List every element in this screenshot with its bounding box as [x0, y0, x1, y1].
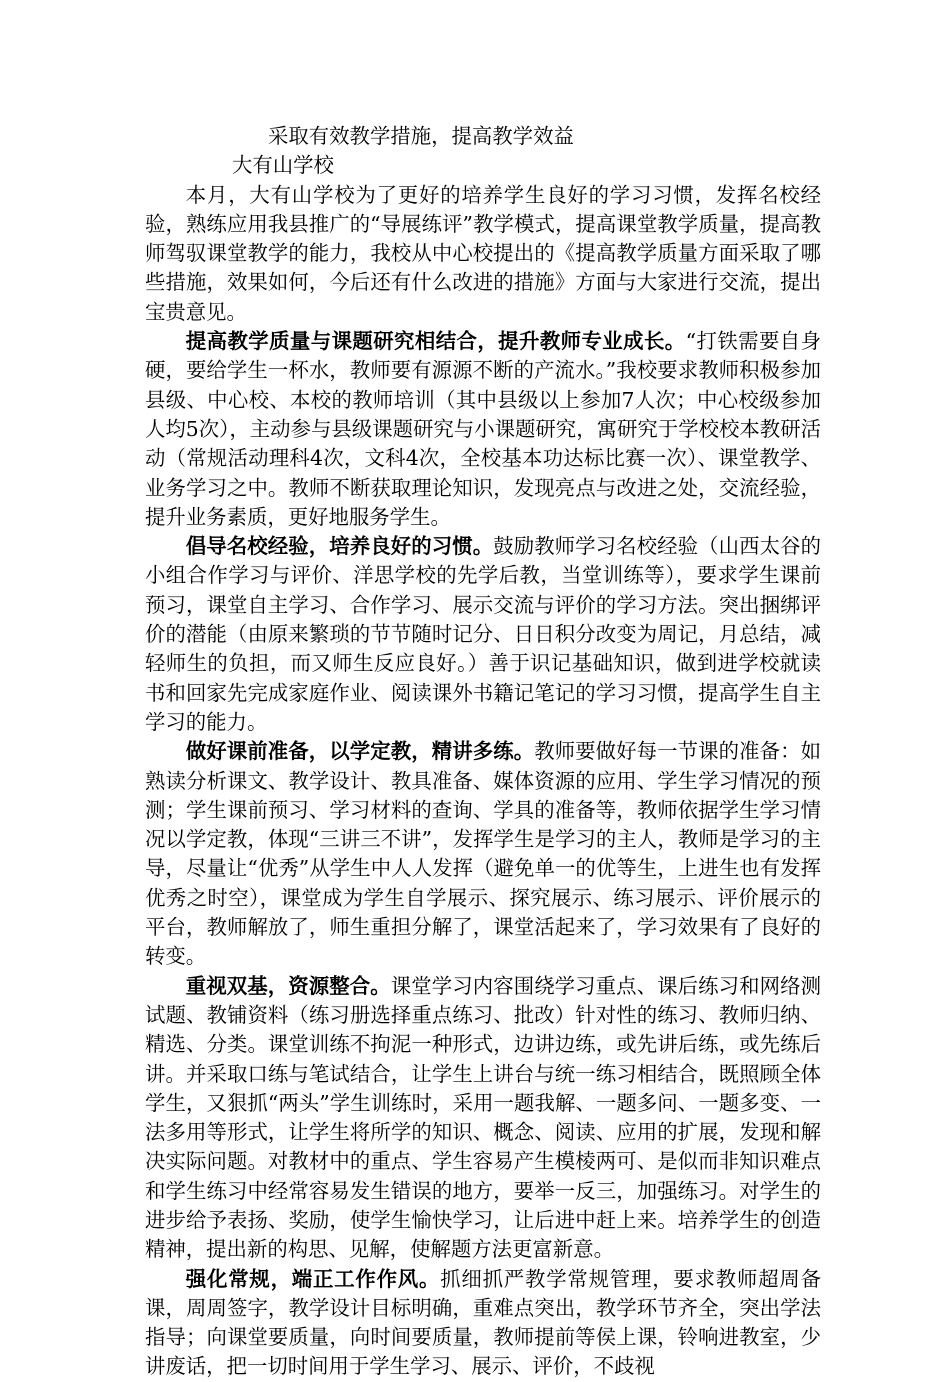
section-paragraph-3 [145, 737, 821, 971]
section-heading: 倡导名校经验，培养良好的习惯。 [185, 534, 494, 559]
document-title: 采取有效教学措施，提高教学效益 [268, 124, 574, 148]
section-heading: 提高教学质量与课题研究相结合，提升教师专业成长。 [185, 329, 686, 354]
section-heading: 强化常规，端正工作作风。 [185, 1266, 441, 1291]
section-body: 抓细抓严教学常规管理，要求教师超周备课，周周签字，教学设计目标明确，重难点突出，教学环节齐全，突出学法指导；向课堂要质量，向时间要质量，教师提前等侯上课，铃响进教室，少讲废话，把一切时间用于学生学习、展示、评价，不歧视 [145, 1266, 821, 1379]
section-paragraph-1 [145, 327, 821, 532]
intro-paragraph: 本月，大有山学校为了更好的培养学生良好的学习习惯，发挥名校经验，熟练应用我县推广的“导展练评”教学模式，提高课堂教学质量，提高教师驾驭课堂教学的能力，我校从中心校提出的《提高教学质量方面采取了哪些措施，效果如何，今后还有什么改进的措施》方面与大家进行交流，提出宝贵意见。 [145, 182, 821, 324]
section-heading: 做好课前准备，以学定教，精讲多练。 [185, 739, 535, 764]
section-heading: 重视双基，资源整合。 [185, 973, 391, 998]
section-body: “打铁需要自身硬，要给学生一杯水，教师要有源源不断的产流水。”我校要求教师积极参加县级、中心校、本校的教师培训（其中县级以上参加7人次；中心校级参加人均5次），主动参与县级课题研究与小课题研究，寓研究于学校校本教研活动（常规活动理科4次，文科4次，全校基本功达标比赛一次）、课堂教学、业务学习之中。教师不断获取理论知识，发现亮点与改进之处，交流经验，提升业务素质，更好地服务学生。 [145, 329, 821, 529]
school-name: 大有山学校 [232, 153, 334, 178]
section-body: 教师要做好每一节课的准备：如熟读分析课文、教学设计、教具准备、媒体资源的应用、学生学习情况的预测；学生课前预习、学习材料的查询、学具的准备等，教师依据学生学习情况以学定教，体现“三讲三不讲”，发挥学生是学习的主人，教师是学习的主导，尽量让“优秀”从学生中人人发挥（避免单一的优等生，上进生也有发挥优秀之时空），课堂成为学生自学展示、探究展示、练习展示、评价展示的平台，教师解放了，师生重担分解了，课堂活起来了，学习效果有了良好的转变。 [145, 739, 822, 969]
section-paragraph-2 [145, 532, 821, 737]
section-body: 鼓励教师学习名校经验（山西太谷的小组合作学习与评价、洋思学校的先学后教，当堂训练等），要求学生课前预习，课堂自主学习、合作学习、展示交流与评价的学习方法。突出捆绑评价的潜能（由原来繁琐的节节随时记分、日日积分改变为周记，月总结，减轻师生的负担，而又师生反应良好。）善于识记基础知识，做到进学校就读书和回家先完成家庭作业、阅读课外书籍记笔记的学习习惯，提高学生自主学习的能力。 [145, 534, 821, 734]
section-paragraph-5 [145, 1265, 821, 1382]
document-body [145, 122, 821, 1382]
section-paragraph-4 [145, 972, 821, 1265]
section-body: 课堂学习内容围绕学习重点、课后练习和网络测试题、教铺资料（练习册选择重点练习、批改）针对性的练习、教师归纳、精选、分类。课堂训练不拘泥一种形式，边讲边练，或先讲后练，或先练后讲。并采取口练与笔试结合，让学生上讲台与统一练习相结合，既照顾全体学生，又狠抓“两头”学生训练时，采用一题我解、一题多问、一题多变、一法多用等形式，让学生将所学的知识、概念、阅读、应用的扩展，发现和解决实际问题。对教材中的重点、学生容易产生模棱两可、是似而非知识难点和学生练习中经常容易发生错误的地方，要举一反三，加强练习。对学生的进步给予表扬、奖励，使学生愉快学习，让后进中赶上来。培养学生的创造精神，提出新的构思、见解，使解题方法更富新意。 [145, 973, 821, 1262]
